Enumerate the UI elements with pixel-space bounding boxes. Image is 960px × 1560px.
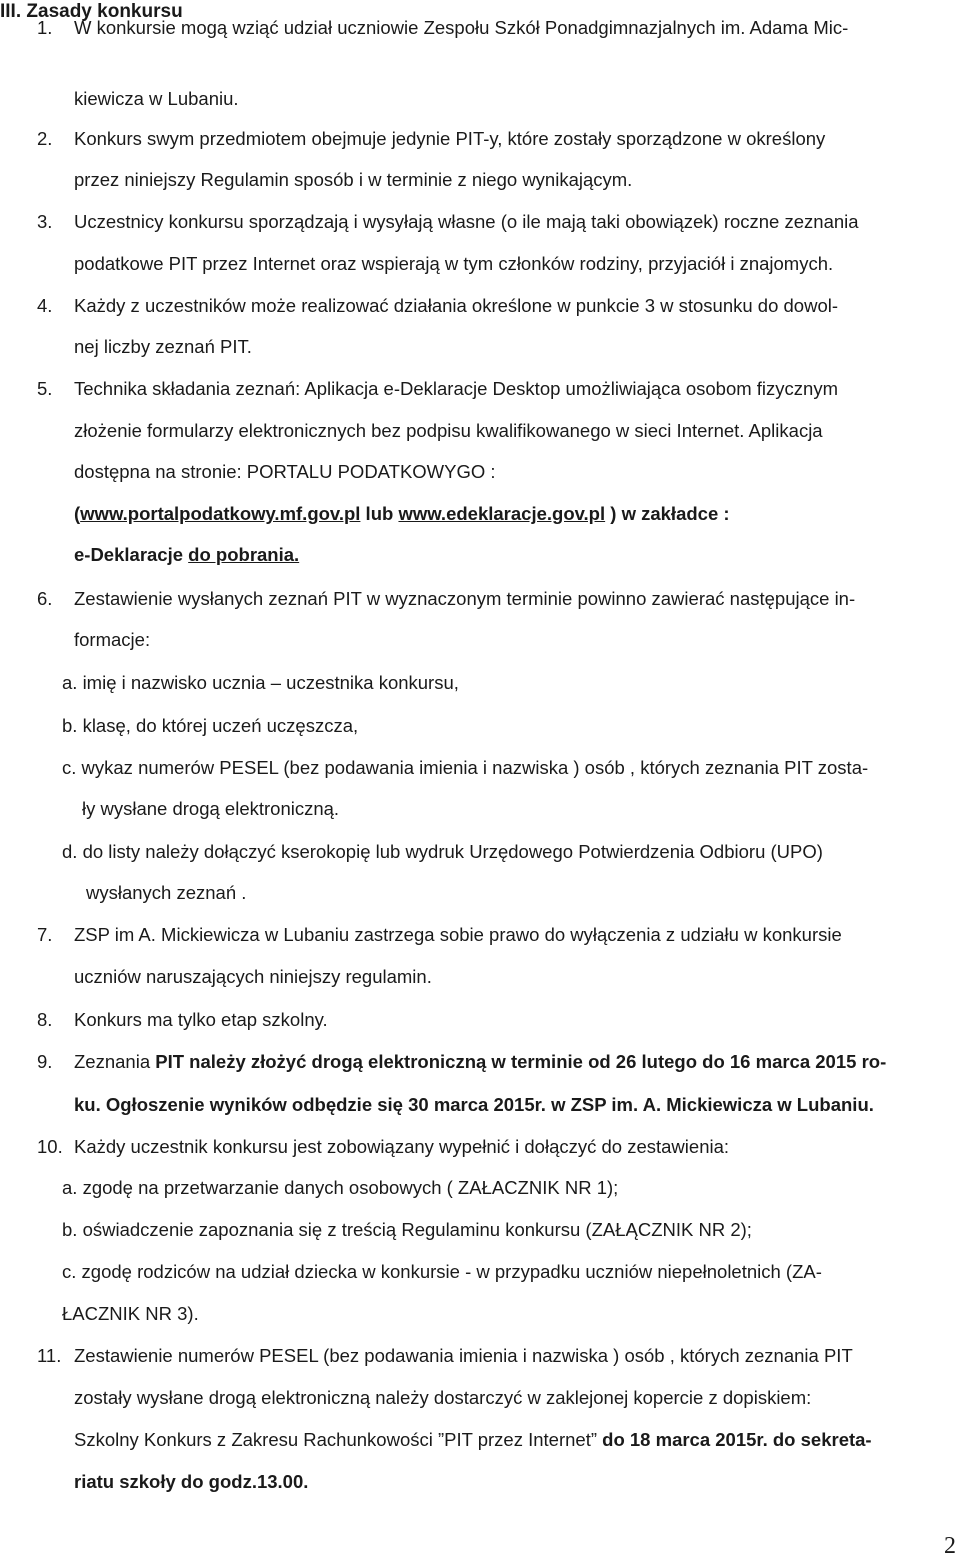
section-heading: III. Zasady konkursu	[0, 1, 183, 22]
paragraph-line: Każdy z uczestników może realizować działania określone w punkcie 3 w stosunku do dowol-	[74, 295, 839, 316]
edeklaracje-link[interactable]: www.edeklaracje.gov.pl	[398, 503, 606, 524]
item-number: 4.	[37, 295, 53, 316]
paragraph-line	[74, 543, 299, 567]
sub-item-d-cont: wysłanych zeznań .	[86, 882, 247, 903]
paragraph-line: Technika składania zeznań: Aplikacja e-Deklaracje Desktop umożliwiająca osobom fizycznym	[74, 378, 838, 399]
item-number: 5.	[37, 378, 53, 399]
link-separator: lub	[360, 503, 399, 524]
paragraph-line: uczniów naruszających niniejszy regulamin.	[74, 966, 432, 987]
sub-item-a: a. zgodę na przetwarzanie danych osobowych ( ZAŁACZNIK NR 1);	[62, 1177, 619, 1198]
paragraph-line: złożenie formularzy elektronicznych bez podpisu kwalifikowanego w sieci Internet. Aplikacja	[74, 420, 823, 441]
submission-deadline: do 18 marca 2015r. do sekreta-	[602, 1429, 872, 1450]
page-number: 2	[944, 1533, 956, 1559]
paragraph-line: podatkowe PIT przez Internet oraz wspierają w tym członków rodziny, przyjaciół i znajomych.	[74, 253, 834, 274]
paragraph-line: formacje:	[74, 629, 151, 650]
sub-item-c-cont: ły wysłane drogą elektroniczną.	[82, 798, 340, 819]
tab-location-text: ) w zakładce :	[605, 503, 730, 524]
sub-item-c: c. wykaz numerów PESEL (bez podawania imienia i nazwiska ) osób , których zeznania PIT zosta-	[62, 757, 869, 778]
portal-podatkowy-link[interactable]: www.portalpodatkowy.mf.gov.pl	[80, 503, 361, 524]
sub-item-a: a. imię i nazwisko ucznia – uczestnika konkursu,	[62, 672, 459, 693]
sub-item-d: d. do listy należy dołączyć kserokopię lub wydruk Urzędowego Potwierdzenia Odbioru (UPO)	[62, 841, 823, 862]
paragraph-line: przez niniejszy Regulamin sposób i w terminie z niego wynikającym.	[74, 169, 633, 190]
paragraph-line: Konkurs ma tylko etap szkolny.	[74, 1009, 328, 1030]
paragraph-line: nej liczby zeznań PIT.	[74, 336, 252, 357]
sub-item-b: b. oświadczenie zapoznania się z treścią Regulaminu konkursu (ZAŁĄCZNIK NR 2);	[62, 1219, 752, 1240]
paragraph-line: Konkurs swym przedmiotem obejmuje jedynie PIT-y, które zostały sporządzone w określony	[74, 128, 826, 149]
item-number: 1.	[37, 17, 53, 38]
paragraph-line: Zestawienie wysłanych zeznań PIT w wyznaczonym terminie powinno zawierać następujące in-	[74, 588, 856, 609]
paragraph-line: dostępna na stronie: PORTALU PODATKOWYGO :	[74, 461, 496, 482]
paragraph-line: W konkursie mogą wziąć udział uczniowie Zespołu Szkół Ponadgimnazjalnych im. Adama Mic-	[74, 17, 849, 38]
item-number: 2.	[37, 128, 53, 149]
download-text: do pobrania.	[188, 544, 300, 565]
paragraph-line-links	[74, 502, 730, 526]
open-paren: (	[74, 503, 81, 524]
sub-item-b: b. klasę, do której uczeń uczęszcza,	[62, 715, 359, 736]
paragraph-line: kiewicza w Lubaniu.	[74, 88, 239, 109]
paragraph-line: Uczestnicy konkursu sporządzają i wysyłają własne (o ile mają taki obowiązek) roczne zeznania	[74, 211, 859, 232]
item-number: 8.	[37, 1009, 53, 1030]
sub-item-c-cont: ŁACZNIK NR 3).	[62, 1303, 199, 1324]
paragraph-line: zostały wysłane drogą elektroniczną należy dostarczyć w zaklejonej kopercie z dopiskiem:	[74, 1387, 812, 1408]
sub-item-c: c. zgodę rodziców na udział dziecka w konkursie - w przypadku uczniów niepełnoletnich (ZA-	[62, 1261, 822, 1282]
item-number: 9.	[37, 1051, 53, 1072]
results-announcement: ku. Ogłoszenie wyników odbędzie się 30 marca 2015r. w ZSP im. A. Mickiewicza w Lubaniu.	[74, 1094, 874, 1115]
item-number: 11.	[37, 1345, 62, 1366]
submission-deadline-cont: riatu szkoły do godz.13.00.	[74, 1471, 309, 1492]
item-number: 10.	[37, 1136, 63, 1157]
paragraph-line	[74, 1050, 886, 1074]
deadline-text: PIT należy złożyć drogą elektroniczną w terminie od 26 lutego do 16 marca 2015 ro-	[155, 1051, 887, 1072]
paragraph-line: ZSP im A. Mickiewicza w Lubaniu zastrzega sobie prawo do wyłączenia z udziału w konkursie	[74, 924, 842, 945]
item-number: 6.	[37, 588, 53, 609]
edeklaracje-text: e-Deklaracje	[74, 544, 189, 565]
paragraph-line	[74, 1428, 872, 1452]
envelope-label: Szkolny Konkurs z Zakresu Rachunkowości ”PIT przez Internet”	[74, 1429, 603, 1450]
item-number: 7.	[37, 924, 53, 945]
deadline-intro: Zeznania	[74, 1051, 156, 1072]
paragraph-line: Zestawienie numerów PESEL (bez podawania imienia i nazwiska ) osób , których zeznania PIT	[74, 1345, 853, 1366]
item-number: 3.	[37, 211, 53, 232]
paragraph-line: Każdy uczestnik konkursu jest zobowiązany wypełnić i dołączyć do zestawienia:	[74, 1136, 730, 1157]
